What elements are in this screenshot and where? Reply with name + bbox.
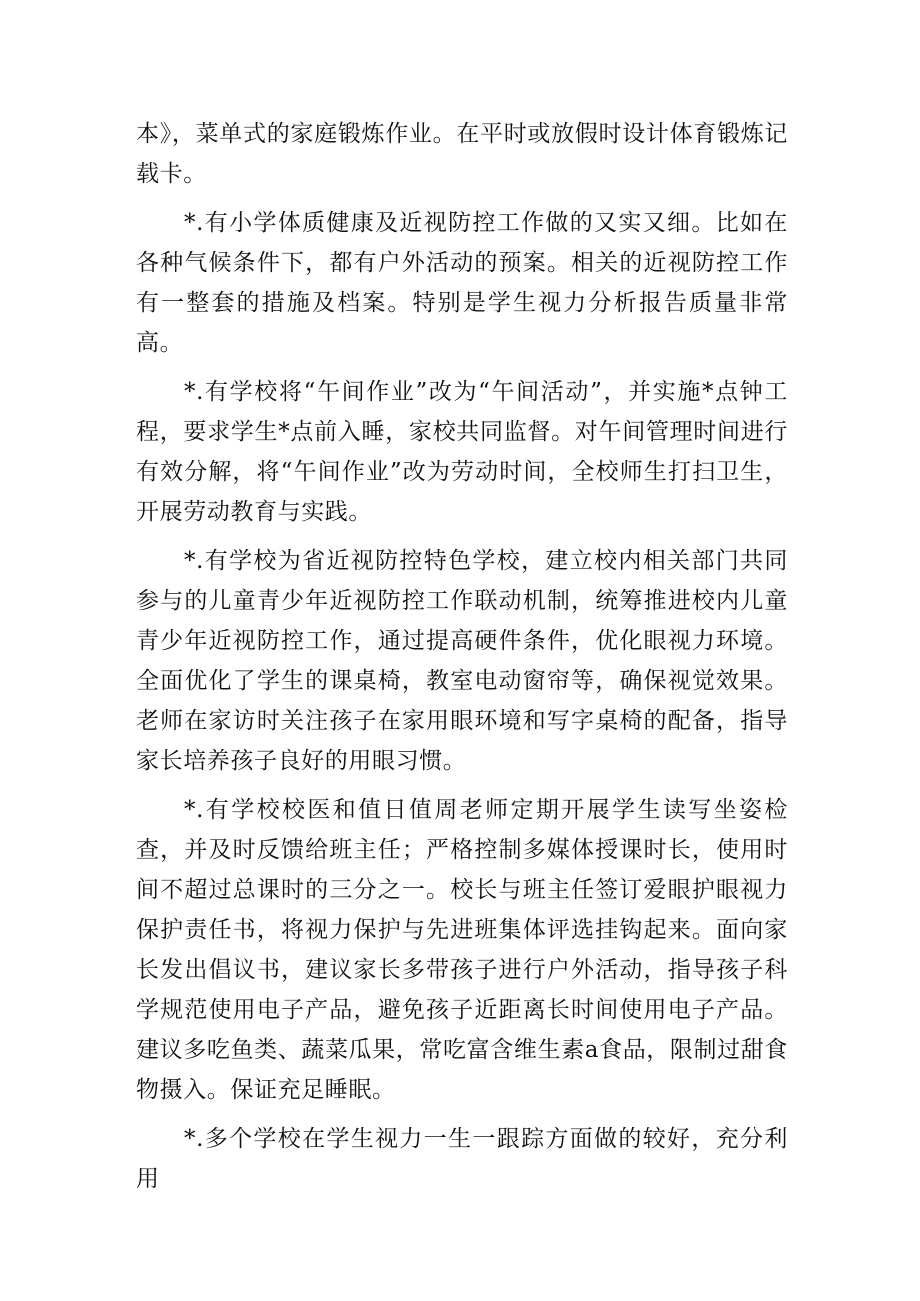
paragraph-noon-activity: *.有学校将“午间作业”改为“午间活动”，并实施*点钟工程，要求学生*点前入睡，家校共同监督。对午间管理时间进行有效分解，将“午间作业”改为劳动时间，全校师生打扫卫生，开展劳动教育与实践。 [136,379,788,525]
paragraph-special-school: *.有学校为省近视防控特色学校，建立校内相关部门共同参与的儿童青少年近视防控工作联动机制，统筹推进校内儿童青少年近视防控工作，通过提高硬件条件，优化眼视力环境。全面优化了学生的课桌椅，教室电动窗帘等，确保视觉效果。老师在家访时关注孩子在家用眼环境和写字桌椅的配备，指导家长培养孩子良好的用眼习惯。 [136,548,788,774]
paragraph-continuation: 本》，菜单式的家庭锻炼作业。在平时或放假时设计体育锻炼记载卡。 [136,121,788,187]
paragraph-health-myopia-work: *.有小学体质健康及近视防控工作做的又实又细。比如在各种气候条件下，都有户外活动的预案。相关的近视防控工作有一整套的措施及档案。特别是学生视力分析报告质量非常高。 [136,210,788,356]
document-page [136,114,788,1208]
paragraph-posture-check: *.有学校校医和值日值周老师定期开展学生读写坐姿检查，并及时反馈给班主任；严格控制多媒体授课时长，使用时间不超过总课时的三分之一。校长与班主任签订爱眼护眼视力保护责任书，将视力保护与先进班集体评选挂钩起来。面向家长发出倡议书，建议家长多带孩子进行户外活动，指导孩子科学规范使用电子产品，避免孩子近距离长时间使用电子产品。建议多吃鱼类、蔬菜瓜果，常吃富含维生素a食品，限制过甜食物摄入。保证充足睡眠。 [136,797,788,1103]
paragraph-vision-tracking: *.多个学校在学生视力一生一跟踪方面做的较好，充分利用 [136,1126,788,1192]
